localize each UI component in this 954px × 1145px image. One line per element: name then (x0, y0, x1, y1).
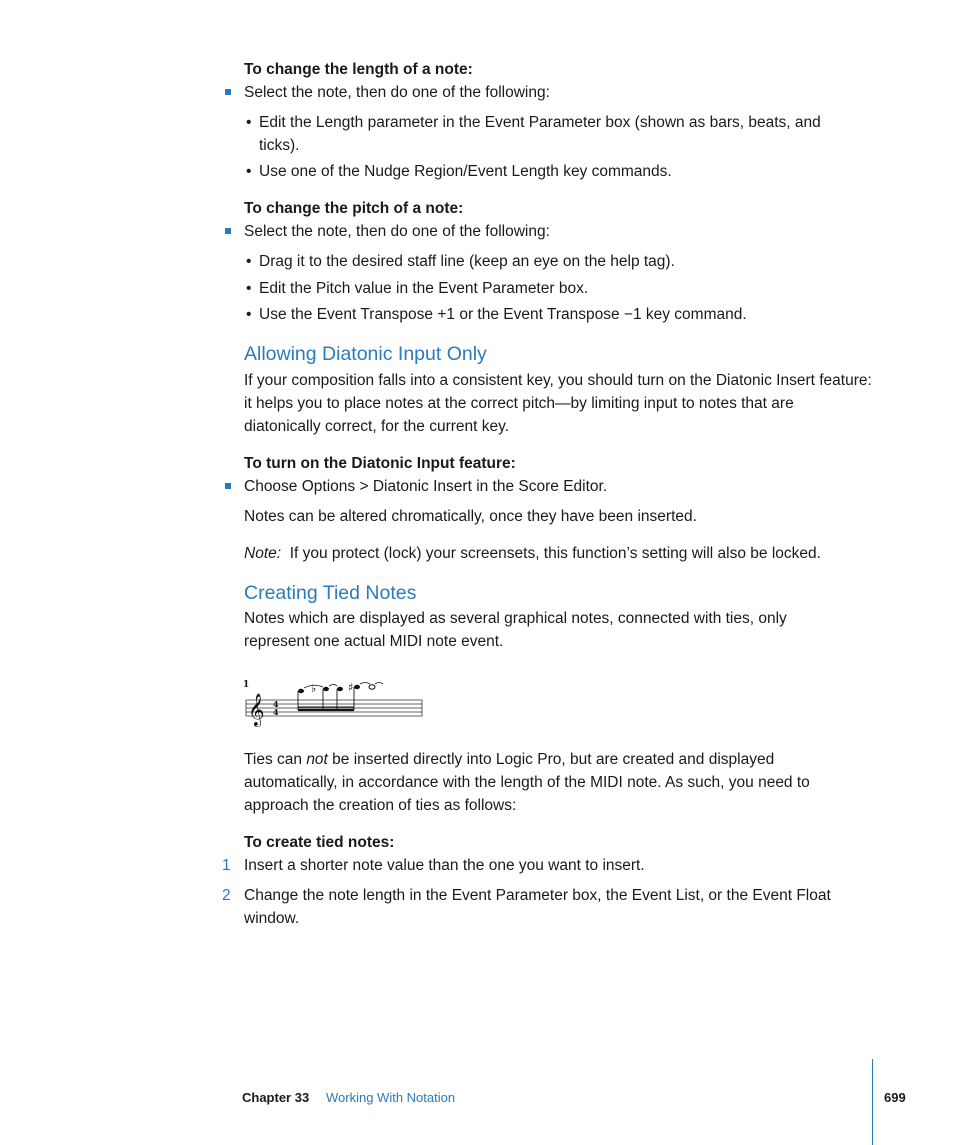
task-heading-pitch: To change the pitch of a note: (244, 200, 464, 217)
time-signature-bottom: 4 (273, 707, 279, 717)
footer-chapter-title: Working With Notation (326, 1090, 456, 1105)
flat-icon: ♭ (311, 682, 317, 695)
diatonic-intro: If your composition falls into a consistent key, you should turn on the Diatonic Insert feature: it helps you to place notes at the correct pitch—by limiting input to notes that are diatonically correct, for the current key. (244, 372, 872, 435)
bullet-dot: • (246, 306, 252, 323)
bullet-dot: • (246, 163, 252, 180)
tied-step-1: Insert a shorter note value than the one you want to insert. (244, 857, 645, 874)
tied-paragraph-emphasis: not (306, 751, 328, 768)
section-heading-tied: Creating Tied Notes (244, 582, 417, 604)
bullet-dot: • (246, 253, 252, 270)
tied-paragraph-text: be inserted directly into Logic Pro, but are created and displayed automatically, in accordance with the length of the MIDI note. As such, you need to approach the creation of ties as follows: (244, 751, 810, 814)
step-number: 1 (222, 857, 231, 874)
tied-paragraph-text: Ties can (244, 751, 307, 768)
step-number: 2 (222, 887, 231, 904)
tied-notes-score-figure (240, 674, 430, 730)
step-bullet (225, 89, 231, 95)
page-number: 699 (884, 1090, 906, 1105)
treble-clef-icon: 𝄞 (248, 693, 265, 726)
diatonic-note (244, 542, 884, 565)
note-text: If you protect (lock) your screensets, this function’s setting will also be locked. (289, 545, 821, 562)
task-heading-length: To change the length of a note: (244, 61, 473, 78)
tied-step-2: Change the note length in the Event Parameter box, the Event List, or the Event Float window. (244, 887, 831, 927)
step-bullet (225, 483, 231, 489)
diatonic-after: Notes can be altered chromatically, once they have been inserted. (244, 508, 697, 525)
tied-paragraph (244, 748, 854, 817)
task-heading-diatonic: To turn on the Diatonic Input feature: (244, 455, 516, 472)
tied-intro: Notes which are displayed as several graphical notes, connected with ties, only represent one actual MIDI note event. (244, 610, 787, 650)
section-heading-diatonic: Allowing Diatonic Input Only (244, 343, 487, 365)
footer-divider (872, 1059, 873, 1145)
sharp-icon: ♯ (348, 681, 354, 694)
note-label: Note: (244, 545, 282, 562)
pitch-option-1: Drag it to the desired staff line (keep an eye on the help tag). (259, 253, 675, 270)
footer-chapter: Chapter 33 (242, 1090, 310, 1105)
length-option-2: Use one of the Nudge Region/Event Length key commands. (259, 163, 672, 180)
bullet-dot: • (246, 114, 252, 131)
diatonic-step: Choose Options > Diatonic Insert in the Score Editor. (244, 478, 608, 495)
step-bullet (225, 228, 231, 234)
length-step: Select the note, then do one of the following: (244, 84, 550, 101)
pitch-option-2: Edit the Pitch value in the Event Parameter box. (259, 280, 589, 297)
bullet-dot: • (246, 280, 252, 297)
pitch-option-3: Use the Event Transpose +1 or the Event Transpose −1 key command. (259, 306, 747, 323)
length-option-1: Edit the Length parameter in the Event Parameter box (shown as bars, beats, and ticks). (259, 114, 821, 154)
task-heading-tied: To create tied notes: (244, 834, 395, 851)
bar-number: 1 (243, 680, 250, 690)
time-signature-top: 4 (273, 699, 279, 709)
pitch-step: Select the note, then do one of the following: (244, 223, 550, 240)
